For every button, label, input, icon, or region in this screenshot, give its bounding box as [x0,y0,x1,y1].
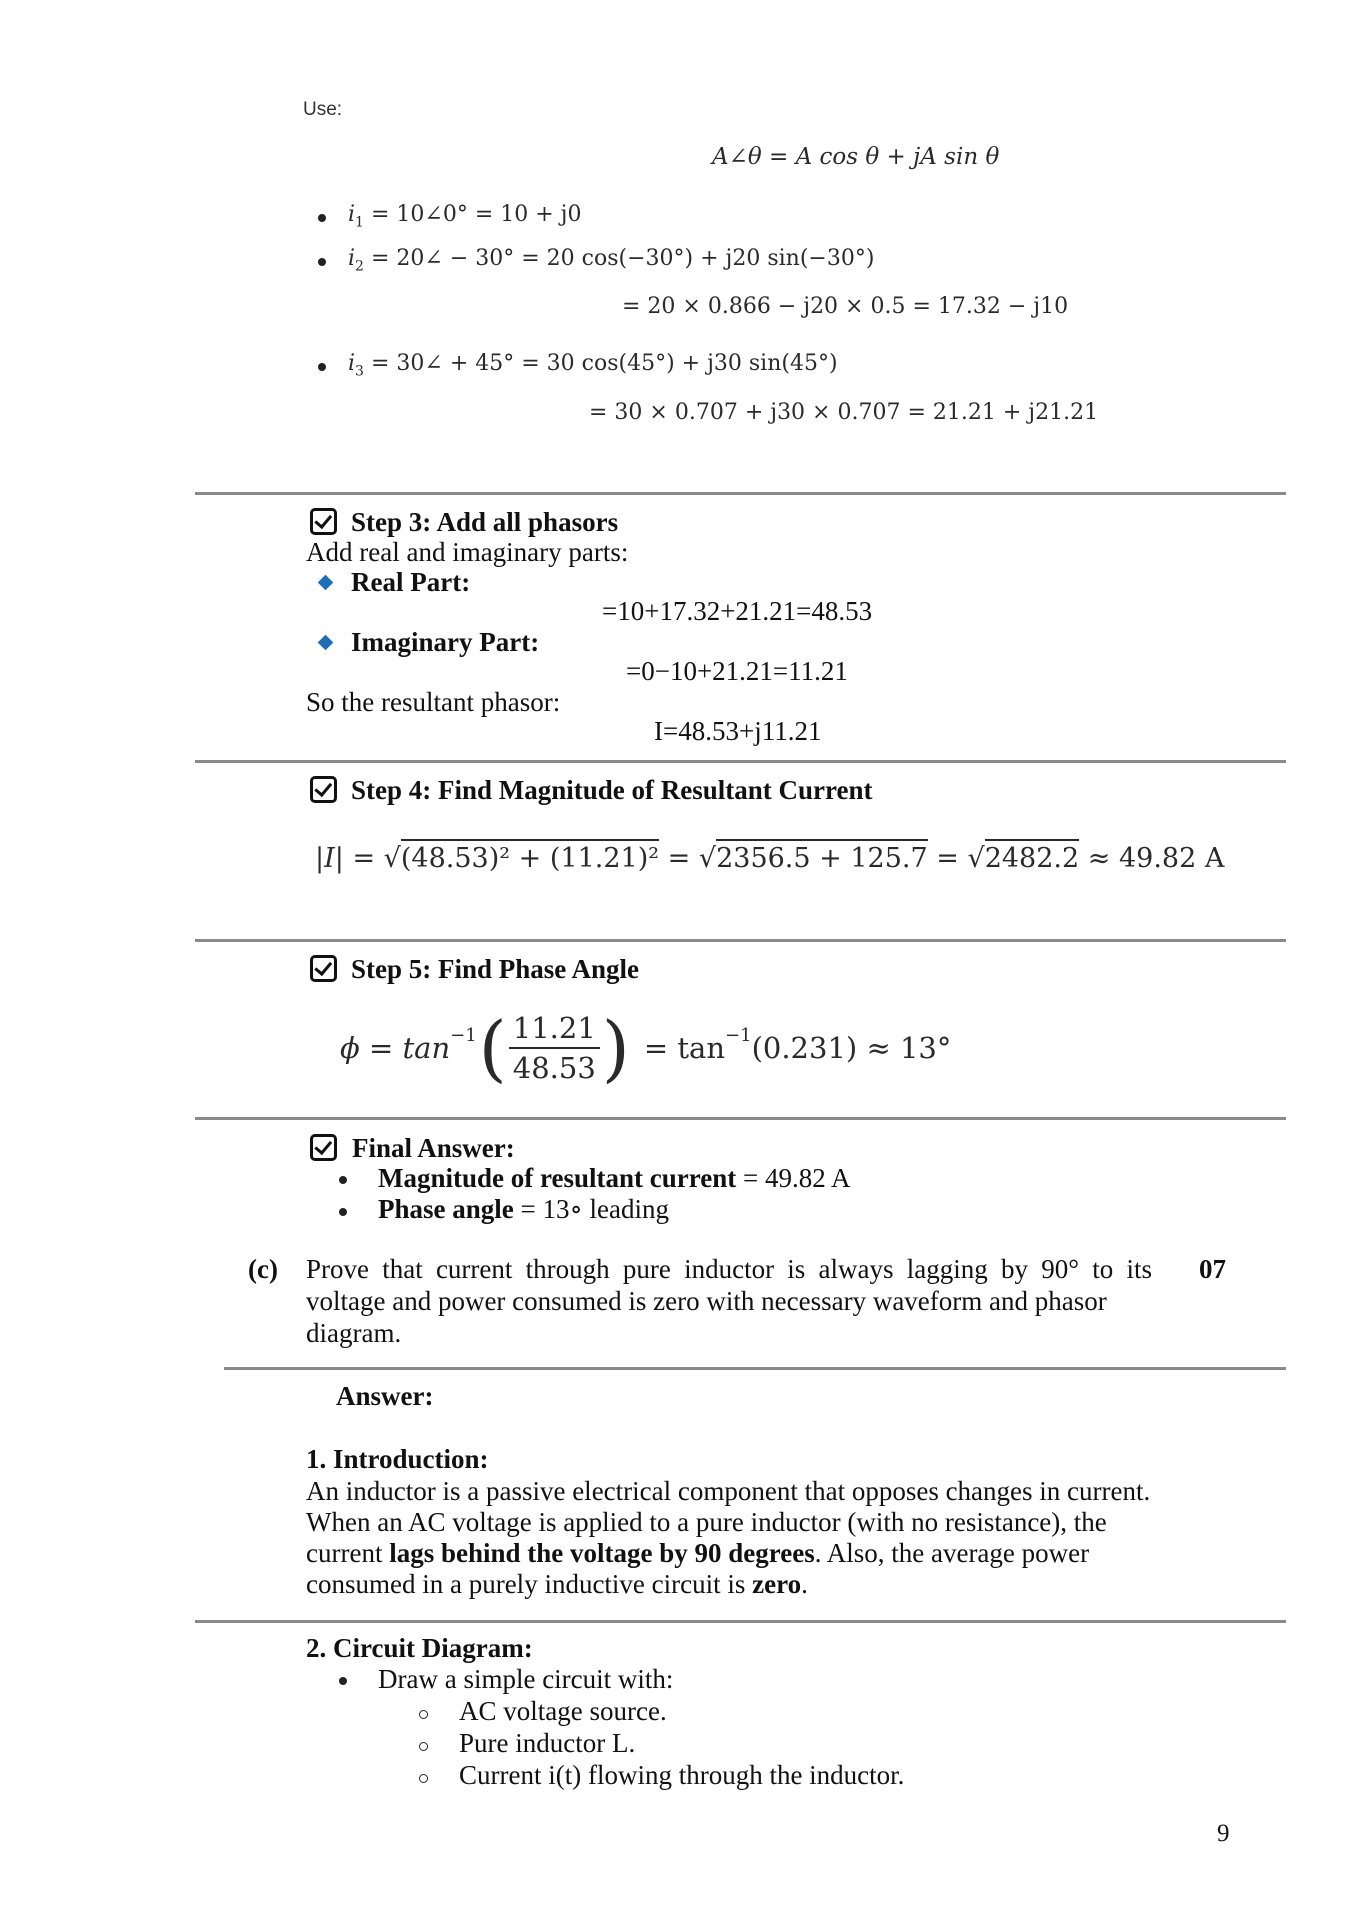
conversion-formula: A∠θ = A cos θ + jA sin θ [712,144,1000,170]
bullet-dot [339,1677,347,1685]
divider [195,760,1286,763]
hollow-bullet-icon [419,1742,428,1751]
divider [224,1367,1286,1370]
circuit-item: Current i(t) flowing through the inductor. [459,1760,905,1790]
step3-intro: Add real and imaginary parts: [306,537,629,567]
intro-line-3: current lags behind the voltage by 90 degrees. Also, the average power [306,1538,1090,1568]
step3-title: Step 3: Add all phasors [351,507,619,537]
bullet-dot [318,258,326,266]
hollow-bullet-icon [419,1774,428,1783]
checkbox-icon [310,1134,337,1161]
checkbox-icon [310,508,337,535]
question-label: (c) [248,1254,278,1284]
circuit-item: Pure inductor L. [459,1728,636,1758]
final-answer-title: Final Answer: [352,1133,515,1163]
phasor-i3-continued: = 30 × 0.707 + j30 × 0.707 = 21.21 + j21.21 [589,400,1099,425]
imaginary-part-value: =0−10+21.21=11.21 [626,656,848,686]
question-marks: 07 [1199,1254,1226,1284]
checkbox-icon [310,776,337,803]
divider [195,1620,1286,1623]
question-line-1: Prove that current through pure inductor is always lagging by 90° to its [306,1254,1152,1284]
real-part-label: Real Part: [351,567,471,597]
phasor-i2-continued: = 20 × 0.866 − j20 × 0.5 = 17.32 − j10 [622,294,1069,319]
magnitude-equation: |I| = √(48.53)² + (11.21)² = √2356.5 + 125.7 = √2482.2 ≈ 49.82 A [315,843,1224,874]
step4-title: Step 4: Find Magnitude of Resultant Current [351,775,873,805]
final-magnitude: Magnitude of resultant current = 49.82 A [378,1163,851,1193]
phasor-i2: $i_2$ = 20∠ − 30° = 20 cos(−30°) + j20 sin(−30°) [348,246,875,275]
introduction-heading: 1. Introduction: [306,1444,489,1474]
phasor-i3: $i_3$ = 30∠ + 45° = 30 cos(45°) + j30 sin(45°) [348,351,838,380]
divider [195,939,1286,942]
checkbox-icon [310,955,337,982]
divider [195,492,1286,495]
bullet-dot [318,363,326,371]
question-line-3: diagram. [306,1318,402,1348]
question-line-2: voltage and power consumed is zero with necessary waveform and phasor [306,1286,1107,1316]
diamond-bullet-icon [318,635,334,651]
resultant-label: So the resultant phasor: [306,687,561,717]
hollow-bullet-icon [419,1710,428,1719]
diamond-bullet-icon [318,575,334,591]
final-phase: Phase angle = 13∘ leading [378,1194,669,1224]
phasor-i1: $i_1$ = 10∠0° = 10 + j0 [348,202,582,231]
intro-line-2: When an AC voltage is applied to a pure inductor (with no resistance), the [306,1507,1107,1537]
intro-line-1: An inductor is a passive electrical component that opposes changes in current. [306,1476,1151,1506]
circuit-heading: 2. Circuit Diagram: [306,1633,533,1663]
imaginary-part-label: Imaginary Part: [351,627,540,657]
circuit-bullet: Draw a simple circuit with: [378,1664,674,1694]
resultant-value: I=48.53+j11.21 [654,716,822,746]
step5-title: Step 5: Find Phase Angle [351,954,640,984]
use-label: Use: [303,99,343,120]
phase-angle-equation: ϕ = tan $^{-1}$ ( $\frac{11.21}{48.53}$ ) = tan $^{-1}$ (0.231) ≈ 13° [340,1006,952,1090]
answer-label: Answer: [336,1381,434,1411]
bullet-dot [318,214,326,222]
bullet-dot [339,1208,347,1216]
page-number: 9 [1217,1820,1230,1847]
divider [195,1117,1286,1120]
circuit-item: AC voltage source. [459,1696,667,1726]
bullet-dot [339,1176,347,1184]
intro-line-4: consumed in a purely inductive circuit is zero. [306,1569,808,1599]
real-part-value: =10+17.32+21.21=48.53 [602,596,873,626]
